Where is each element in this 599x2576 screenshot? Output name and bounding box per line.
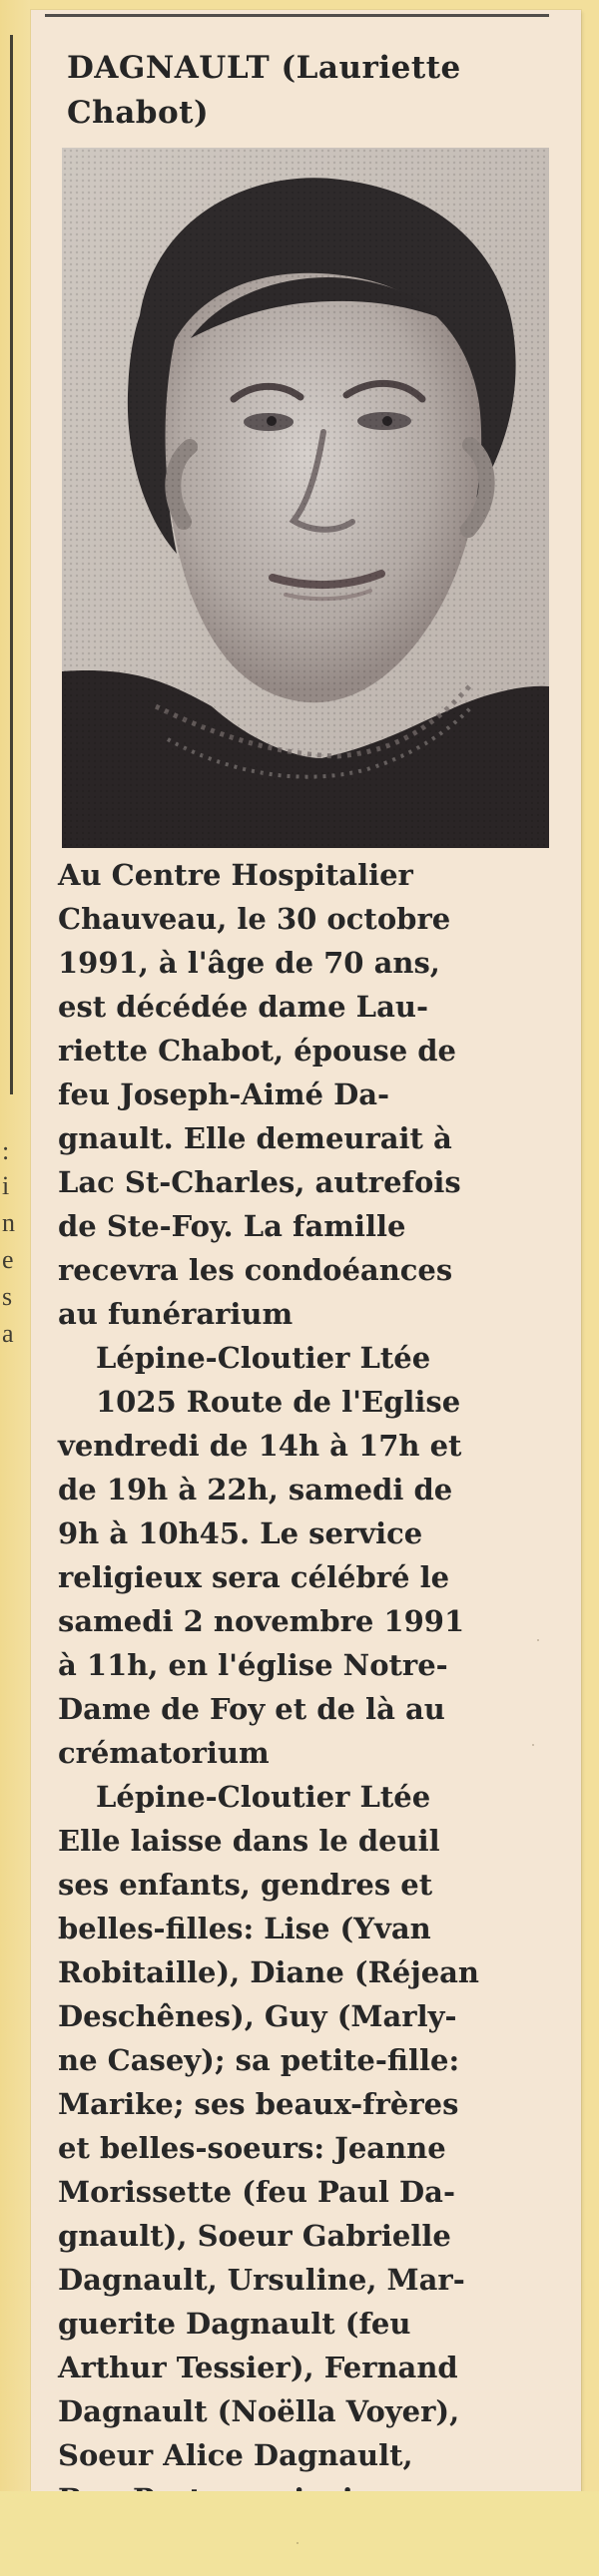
obituary-line: Soeur Alice Dagnault, [58, 2438, 413, 2472]
paper-speck [537, 1639, 539, 1641]
left-margin-fragment: : [2, 1136, 10, 1165]
obituary-line: Dagnault (Noëlla Voyer), [58, 2394, 460, 2428]
bottom-paper-background [0, 2491, 599, 2576]
obituary-line: 1991, à l'âge de 70 ans, [58, 946, 440, 980]
obituary-line: feu Joseph-Aimé Da- [58, 1077, 390, 1111]
obituary-line: de 19h à 22h, samedi de [58, 1473, 453, 1506]
left-margin-fragment: s [2, 1282, 13, 1311]
obituary-line: Arthur Tessier), Fernand [58, 2351, 458, 2384]
obituary-line: Lac St-Charles, autrefois [58, 1165, 461, 1199]
obituary-line: Dagnault, Ursuline, Mar- [58, 2263, 465, 2297]
obituary-indented-line: Lépine-Cloutier Ltée [96, 1341, 431, 1375]
left-margin-fragment: n [2, 1208, 15, 1237]
obituary-indented-line: 1025 Route de l'Eglise [96, 1385, 461, 1419]
obituary-line: vendredi de 14h à 17h et [58, 1429, 462, 1463]
obituary-line: Robitaille), Diane (Réjean [58, 1955, 480, 1989]
obituary-line: ses enfants, gendres et [58, 1868, 433, 1902]
obituary-line: riette Chabot, épouse de [58, 1034, 457, 1068]
obituary-line: Elle laisse dans le deuil [58, 1824, 440, 1858]
obituary-line: au funérarium [58, 1297, 294, 1331]
obituary-line: crématorium [58, 1736, 270, 1770]
clipping-top-rule [45, 14, 549, 17]
paper-speck [297, 2542, 299, 2544]
left-margin-fragment: a [2, 1319, 14, 1348]
obituary-line: samedi 2 novembre 1991 [58, 1604, 465, 1638]
obituary-line: ne Casey); sa petite-fille: [58, 2043, 460, 2077]
obituary-line: religieux sera célébré le [58, 1560, 450, 1594]
left-margin-fragment: i [2, 1171, 10, 1200]
obituary-line: Au Centre Hospitalier [58, 858, 413, 892]
paper-speck [532, 1744, 534, 1746]
obituary-line: et belles-soeurs: Jeanne [58, 2131, 446, 2165]
obituary-headline [67, 46, 556, 136]
left-margin-fragment: e [2, 1245, 14, 1274]
left-column-rule [10, 35, 13, 1094]
newspaper-clipping [31, 10, 581, 2491]
obituary-line: Morissette (feu Paul Da- [58, 2175, 455, 2209]
obituary-line: gnault), Soeur Gabrielle [58, 2219, 451, 2253]
obituary-line: belles-filles: Lise (Yvan [58, 1912, 431, 1945]
obituary-line: Chauveau, le 30 octobre [58, 902, 451, 936]
obituary-line: Deschênes), Guy (Marly- [58, 1999, 457, 2033]
obituary-line: est décédée dame Lau- [58, 990, 428, 1024]
obituary-indented-line: Lépine-Cloutier Ltée [96, 1780, 431, 1814]
obituary-line: Marike; ses beaux-frères [58, 2087, 459, 2121]
headline-line-2: Chabot) [67, 95, 210, 131]
obituary-line: guerite Dagnault (feu [58, 2307, 411, 2341]
obituary-line: 9h à 10h45. Le service [58, 1516, 423, 1550]
obituary-line: à 11h, en l'église Notre- [58, 1648, 448, 1682]
obituary-line: Dame de Foy et de là au [58, 1692, 445, 1726]
obituary-text [58, 853, 552, 2521]
obituary-line: recevra les condoéances [58, 1253, 453, 1287]
obituary-line: gnault. Elle demeurait à [58, 1121, 452, 1155]
portrait-photo [62, 148, 549, 848]
headline-line-1: DAGNAULT (Lauriette [67, 50, 461, 86]
obituary-line: de Ste-Foy. La famille [58, 1209, 406, 1243]
portrait-illustration [62, 148, 549, 848]
